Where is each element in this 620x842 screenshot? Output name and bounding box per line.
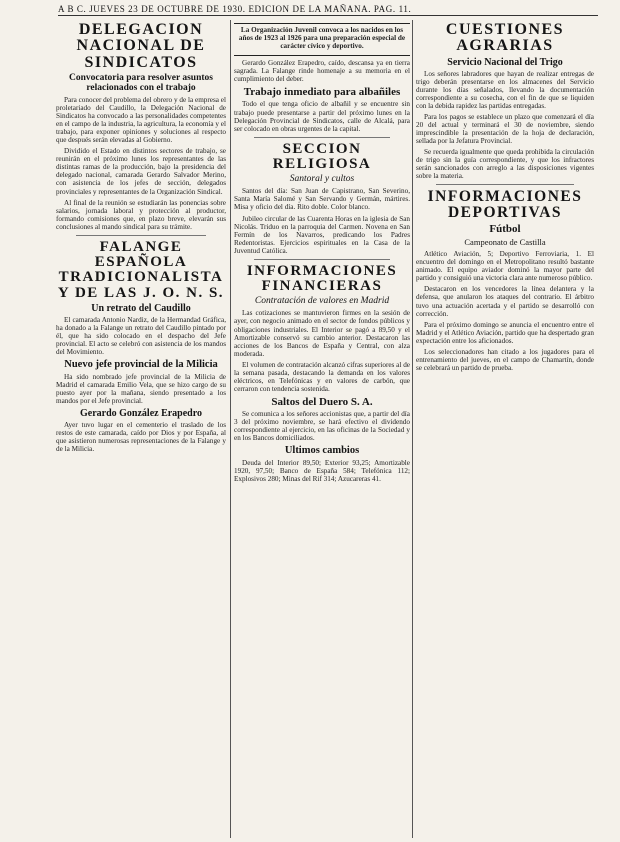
subheading-contratacion: Contratación de valores en Madrid	[254, 296, 390, 307]
subheading-retrato: Un retrato del Caudillo	[91, 303, 191, 314]
article-paragraph: Los seleccionadores han citado a los jugadores para el entrenamiento del jueves, en el campo de Chamartín, donde se celebrará un partido de prueba.	[416, 347, 594, 372]
divider	[254, 259, 390, 260]
article-paragraph: El volumen de contratación alcanzó cifras superiores al de la semana pasada, destacando la demanda en los valores eléctricos, en Telefónicas y en valores de carbón, que cerraron con tendencia sostenida.	[234, 360, 410, 393]
article-paragraph: Jubileo circular de las Cuarenta Horas en la iglesia de San Nicolás. Triduo en la parroquia del Carmen. Novena en San Fermín de los Navarros, predicando los Padres Redentoristas. Ejercicios espirituales en la Casa de la Juventud Católica.	[234, 214, 410, 255]
article-paragraph: Todo el que tenga oficio de albañil y se encuentre sin trabajo puede presentarse a partir del próximo lunes en la Delegación Provincial de Sindicatos, calle de Alcalá, para ser colocado en obras urgentes de la capital.	[234, 100, 410, 133]
article-paragraph: Ayer tuvo lugar en el cementerio el traslado de los restos de este camarada, caído por Dios y por España, al que asistieron numerosas representaciones de la Falange y de la Milicia.	[56, 421, 226, 454]
heading-nuevo-jefe: Nuevo jefe provincial de la Milicia	[64, 359, 218, 371]
divider	[254, 137, 390, 138]
subheading-futbol: Fútbol	[489, 223, 521, 236]
heading-delegacion-sindicatos: DELEGACION NACIONAL DE SINDICATOS	[76, 21, 206, 71]
subheading-servicio-trigo: Servicio Nacional del Trigo	[447, 56, 563, 68]
divider	[76, 235, 206, 236]
heading-saltos-duero: Saltos del Duero S. A.	[271, 396, 373, 409]
heading-ultimos-cambios: Ultimos cambios	[284, 445, 360, 457]
column-left	[56, 20, 226, 840]
heading-gerardo: Gerardo González Erapedro	[79, 408, 203, 420]
subheading-santoral: Santoral y cultos	[289, 174, 355, 185]
notice-text: La Organización Juvenil convoca a los nacidos en los años de 1923 al 1926 para una preparación especial de carácter cívico y deportivo.	[238, 26, 406, 51]
article-paragraph: Destacaron en los vencedores la línea delantera y la defensa, que anularon los ataques del contrario. El árbitro tuvo una actuación acertada y el partido se desarrolló con corrección.	[416, 285, 594, 318]
article-paragraph: Las cotizaciones se mantuvieron firmes en la sesión de ayer, con negocio animado en el sector de fondos públicos y obligaciones industriales. El Interior se pagó a 89,50 y el Amortizable conservó su cambio anterior. Destacaron las acciones de los Bancos de España y Central, con alza moderada.	[234, 309, 410, 358]
column-divider-2	[412, 20, 413, 838]
article-paragraph: Deuda del Interior 89,50; Exterior 93,25; Amortizable 1920, 97,50; Banco de España 584; Telefónica 112; Explosivos 280; Minas del Rif 314; Azucareras 41.	[234, 458, 410, 484]
article-paragraph: Dividido el Estado en distintos sectores de trabajo, se reunirán en el próximo lunes los representantes de las distintas ramas de la producción, bajo la presidencia del delegado nacional, camarada Gerardo Salvador Merino, con asistencia de los jefes de sección, delegados provinciales y representantes de la Organización Sindical.	[56, 147, 226, 196]
heading-informaciones-deportivas: INFORMACIONES DEPORTIVAS	[427, 188, 583, 222]
article-paragraph: Se comunica a los señores accionistas que, a partir del día 3 del próximo noviembre, se hará efectivo el dividendo correspondiente al ejercicio, en las oficinas de la Sociedad y en los Bancos domiciliados.	[234, 410, 410, 443]
article-paragraph: Al final de la reunión se estudiarán las ponencias sobre salarios, jornada laboral y protección al productor, formando comisiones que, en plazo breve, elevarán sus conclusiones al mando sindical para su trámite.	[56, 198, 226, 231]
subheading-campeonato: Campeonato de Castilla	[464, 237, 546, 248]
column-middle	[234, 20, 410, 840]
subheading-convocatoria: Convocatoria para resolver asuntos relacionados con el trabajo	[69, 72, 213, 94]
article-paragraph: Los señores labradores que hayan de realizar entregas de trigo deberán presentarse en los almacenes del Servicio durante los días señalados, llevando la documentación correspondiente a su cosecha, con el fin de que se liquiden con la debida rapidez las partidas entregadas.	[416, 69, 594, 110]
header-rule	[58, 15, 598, 16]
article-paragraph: Atlético Aviación, 5; Deportivo Ferroviaria, 1. El encuentro del domingo en el Metropolitano resultó bastante animado. El equipo aviador dominó la mayor parte del partido y consiguió una victoria clara ante numeroso público.	[416, 250, 594, 283]
article-paragraph: Santos del día: San Juan de Capistrano, San Severino, Santa María Salomé y San Servando y Germán, mártires. Misa y oficio del día. Rito doble. Color blanco.	[234, 187, 410, 212]
heading-trabajo-albaniles: Trabajo inmediato para albañiles	[243, 86, 401, 99]
article-paragraph: Ha sido nombrado jefe provincial de la Milicia de Madrid el camarada Emilio Vela, que se hizo cargo de su puesto ayer por la mañana, siendo presentado a los mandos por el Jefe provincial.	[56, 372, 226, 406]
column-divider-1	[230, 20, 231, 838]
heading-cuestiones-agrarias: CUESTIONES AGRARIAS	[445, 21, 565, 55]
article-paragraph: Se recuerda igualmente que queda prohibida la circulación de trigo sin la guía correspondiente, y que los infractores serán sancionados con arreglo a las disposiciones vigentes sobre la materia.	[416, 148, 594, 181]
article-paragraph: Para los pagos se establece un plazo que comenzará el día 20 del actual y terminará el 30 de noviembre, siendo imprescindible la presentación de la hoja de declaración, sellada por la Jefatura Provincial.	[416, 112, 594, 146]
column-right	[416, 20, 594, 840]
page-header: A B C. JUEVES 23 DE OCTUBRE DE 1930. EDICION DE LA MAÑANA. PAG. 11.	[58, 4, 412, 14]
article-paragraph: El camarada Antonio Nardiz, de la Hermandad Gráfica, ha donado a la Falange un retrato del Caudillo pintado por él, que ha sido colocado en el despacho del Jefe provincial. El acto se celebró con asistencia de los mandos del Movimiento.	[56, 316, 226, 357]
notice-box	[234, 23, 410, 56]
article-paragraph: Para el próximo domingo se anuncia el encuentro entre el Madrid y el Atlético Aviación, partido que ha despertado gran expectación entre los aficionados.	[416, 320, 594, 345]
heading-informaciones-financieras: INFORMACIONES FINANCIERAS	[246, 262, 398, 295]
article-paragraph: Gerardo González Erapedro, caído, descansa ya en tierra sagrada. La Falange rinde homenaje a su memoria en el cumplimiento del deber.	[234, 59, 410, 84]
divider	[436, 184, 574, 185]
article-paragraph: Para conocer del problema del obrero y de la empresa el proletariado del Caudillo, la Delegación Nacional de Sindicatos ha convocado a las personalidades competentes en el campo de la industria, la agricultura, la economía y el trabajo, para exponer opiniones y soluciones al respecto que después serán elevadas al Gobierno.	[56, 95, 226, 145]
heading-falange: FALANGE ESPAÑOLA TRADICIONALISTA Y DE LAS J. O. N. S.	[57, 238, 225, 301]
heading-seccion-religiosa: SECCION RELIGIOSA	[272, 140, 372, 173]
